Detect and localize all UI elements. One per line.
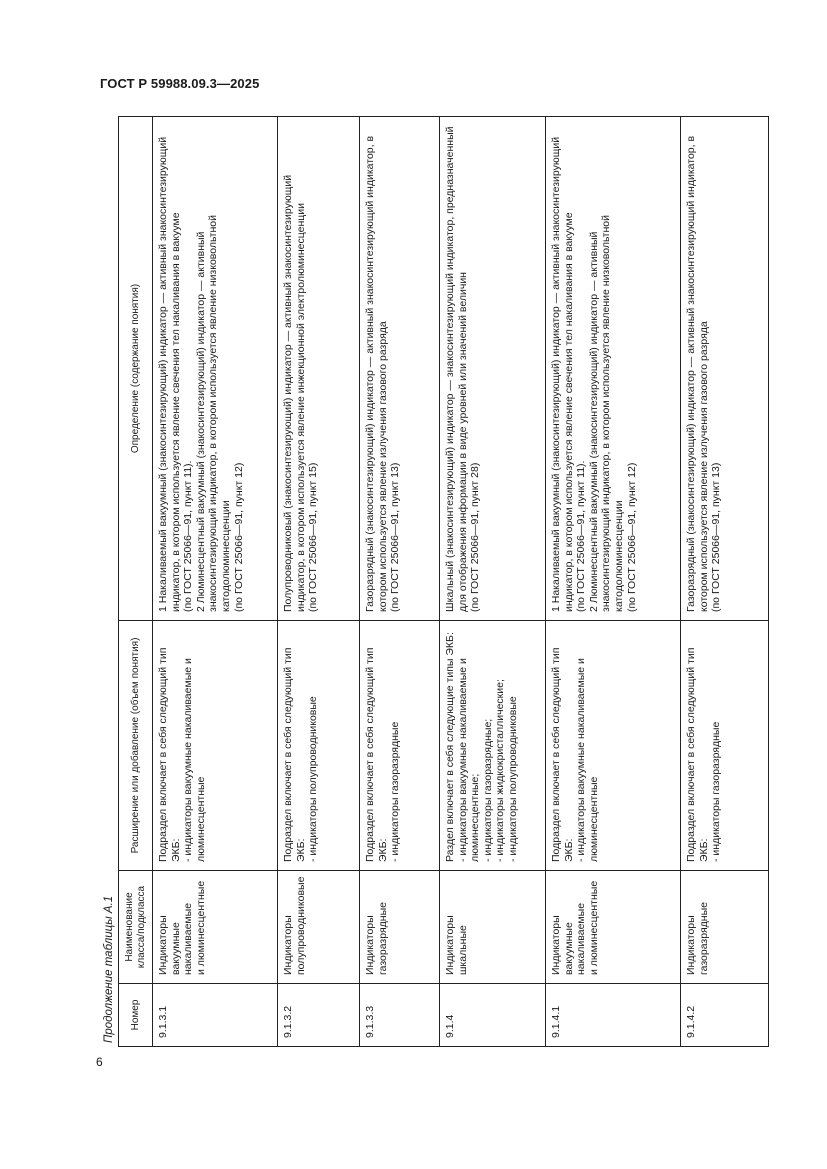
cell-extension bbox=[681, 621, 769, 871]
cell-name bbox=[278, 871, 360, 984]
cell-definition bbox=[278, 117, 360, 621]
cell-number: 9.1.3.3 bbox=[360, 984, 440, 1047]
cell-name-line: Индикаторы bbox=[282, 915, 294, 975]
column-header-extension: Расширение или добавление (объем понятия) bbox=[119, 621, 153, 871]
table-caption: Продолжение таблицы А.1 bbox=[103, 895, 115, 1043]
terms-table bbox=[118, 116, 769, 1047]
cell-name bbox=[153, 871, 278, 984]
cell-name bbox=[546, 871, 681, 984]
cell-name bbox=[681, 871, 769, 984]
cell-definition bbox=[546, 117, 681, 621]
cell-definition-text: 1 Накаливаемый вакуумный (знакосинтезирующий) индикатор — активный знакосинтезирующий индикатор, в котором используется явление свечения тел накаливания в вакууме (по ГОСТ 25066—91, пункт 11). 2 Люминесцентный вакуумный (знакосинтезирующий) индикатор — активный знакосинтезирующий индикатор, в котором используется явление низковольтной катодолюминесценции (по ГОСТ 25066—91, пункт 12) bbox=[157, 136, 245, 612]
cell-name-line: шкальные bbox=[456, 925, 469, 975]
page-number: 6 bbox=[96, 1055, 103, 1069]
cell-number: 9.1.4.2 bbox=[681, 984, 769, 1047]
cell-name-line: и люминесцентные bbox=[194, 880, 207, 975]
cell-definition bbox=[360, 117, 440, 621]
cell-name-line: вакуумные bbox=[562, 922, 575, 975]
cell-name-line: Индикаторы bbox=[685, 915, 697, 975]
table-row bbox=[681, 117, 769, 1047]
table-row bbox=[546, 117, 681, 1047]
cell-name bbox=[440, 871, 546, 984]
cell-definition-text: Газоразрядный (знакосинтезирующий) индикатор — активный знакосинтезирующий индикатор, в котором используется явление излучения газового разряда (по ГОСТ 25066—91, пункт 13) bbox=[685, 135, 723, 612]
cell-definition bbox=[681, 117, 769, 621]
cell-name-line: накаливаемые bbox=[575, 902, 588, 975]
cell-name-line: и люминесцентные bbox=[587, 880, 600, 975]
table-header-row bbox=[119, 117, 153, 1047]
cell-number: 9.1.4 bbox=[440, 984, 546, 1047]
table-row bbox=[153, 117, 278, 1047]
cell-extension bbox=[360, 621, 440, 871]
table-row bbox=[278, 117, 360, 1047]
cell-extension-text: Подраздел включает в себя следующий тип ЭКБ: - индикаторы вакуумные накаливаемые и люминесцентные bbox=[550, 647, 600, 862]
cell-name-line: полупроводниковые bbox=[294, 876, 307, 975]
cell-definition bbox=[153, 117, 278, 621]
cell-number: 9.1.3.1 bbox=[153, 984, 278, 1047]
cell-extension-text: Подраздел включает в себя следующий тип ЭКБ: - индикаторы газоразрядные bbox=[364, 647, 402, 862]
cell-extension bbox=[153, 621, 278, 871]
document-standard-id: ГОСТ Р 59988.09.3—2025 bbox=[100, 76, 260, 91]
cell-name bbox=[360, 871, 440, 984]
cell-extension bbox=[278, 621, 360, 871]
cell-definition-text: Полупроводниковый (знакосинтезирующий) индикатор — активный знакосинтезирующий индикатор, в котором используется явление инжекционной электролюминесценции (по ГОСТ 25066—91, пункт 15) bbox=[282, 174, 320, 612]
cell-definition-text: Шкальный (знакосинтезирующий) индикатор — знакосинтезирующий индикатор, предназначенный для отображения информации в виде уровней или значений величин (по ГОСТ 25066—91, пункт 28) bbox=[444, 126, 482, 612]
table-row bbox=[360, 117, 440, 1047]
table-row bbox=[440, 117, 546, 1047]
cell-extension-text: Раздел включает в себя следующие типы ЭКБ: - индикаторы вакуумные накаливаемые и люминесцентные; - индикаторы газоразрядные; - индикаторы жидкокристаллические; - индикаторы полупроводниковые bbox=[444, 632, 519, 862]
cell-extension-text: Подраздел включает в себя следующий тип ЭКБ: - индикаторы полупроводниковые bbox=[282, 647, 320, 862]
cell-extension bbox=[546, 621, 681, 871]
cell-definition-text: Газоразрядный (знакосинтезирующий) индикатор — активный знакосинтезирующий индикатор, в котором используется явление излучения газового разряда (по ГОСТ 25066—91, пункт 13) bbox=[364, 135, 402, 612]
cell-name-line: газоразрядные bbox=[697, 902, 710, 975]
cell-name-line: Индикаторы bbox=[157, 915, 169, 975]
cell-definition bbox=[440, 117, 546, 621]
rotated-table-wrapper bbox=[118, 117, 768, 1047]
cell-number: 9.1.3.2 bbox=[278, 984, 360, 1047]
cell-name-line: накаливаемые bbox=[182, 902, 195, 975]
cell-name-line: Индикаторы bbox=[550, 915, 562, 975]
cell-extension-text: Подраздел включает в себя следующий тип ЭКБ: - индикаторы газоразрядные bbox=[685, 647, 723, 862]
table-body bbox=[153, 117, 769, 1047]
cell-name-line: вакуумные bbox=[169, 922, 182, 975]
cell-definition-text: 1 Накаливаемый вакуумный (знакосинтезирующий) индикатор — активный знакосинтезирующий индикатор, в котором используется явление свечения тел накаливания в вакууме (по ГОСТ 25066—91, пункт 11). 2 Люминесцентный вакуумный (знакосинтезирующий) индикатор — активный знакосинтезирующий индикатор, в котором используется явление низковольтной катодолюминесценции (по ГОСТ 25066—91, пункт 12) bbox=[550, 136, 638, 612]
cell-name-line: Индикаторы bbox=[364, 915, 376, 975]
cell-name-line: Индикаторы bbox=[444, 915, 456, 975]
cell-extension bbox=[440, 621, 546, 871]
cell-extension-text: Подраздел включает в себя следующий тип ЭКБ: - индикаторы вакуумные накаливаемые и люминесцентные bbox=[157, 647, 207, 862]
column-header-definition: Определение (содержание понятия) bbox=[119, 117, 153, 621]
column-header-number: Номер bbox=[119, 984, 153, 1047]
cell-name-line: газоразрядные bbox=[376, 902, 389, 975]
column-header-name: Наименование класса/подкласса bbox=[119, 871, 153, 984]
cell-number: 9.1.4.1 bbox=[546, 984, 681, 1047]
